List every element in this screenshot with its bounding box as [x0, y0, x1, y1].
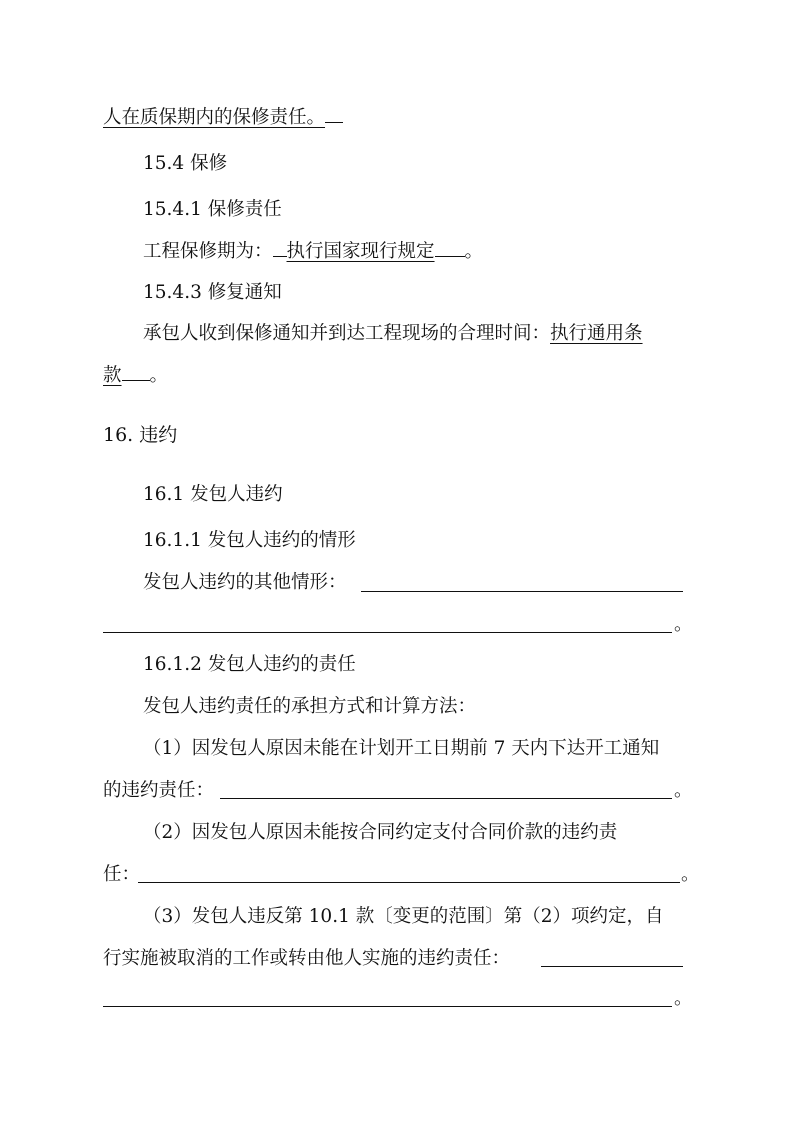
sentence-end: 。 — [149, 365, 169, 386]
clause-3-text: （3）发包人违反第 10.1 款〔变更的范围〕第（2）项约定，自 — [143, 906, 664, 927]
underline-blank — [435, 238, 465, 257]
fill-in-blank — [220, 798, 672, 799]
repair-notice-value-cont: 款 — [103, 365, 122, 386]
clause-3-label: 行实施被取消的工作或转由他人实施的违约责任： — [103, 948, 511, 969]
warranty-responsibility-text: 人在质保期内的保修责任。 — [103, 107, 326, 128]
clause-1-label: 的违约责任： — [103, 780, 215, 801]
underline-blank — [122, 362, 150, 381]
section-15-4-3-heading: 15.4.3 修复通知 — [143, 282, 282, 303]
repair-notice-value: 执行通用条 — [550, 323, 643, 344]
repair-notice-line-cont — [103, 362, 168, 389]
underline-blank — [273, 238, 287, 257]
sentence-end: 。 — [674, 614, 693, 635]
section-16-heading: 16. 违约 — [103, 424, 178, 446]
section-15-4-1-heading: 15.4.1 保修责任 — [143, 199, 282, 220]
repair-notice-label: 承包人收到保修通知并到达工程现场的合理时间： — [143, 323, 551, 344]
other-breach-line — [143, 570, 347, 596]
fill-in-blank — [103, 1006, 672, 1007]
fill-in-blank — [138, 882, 680, 883]
clause-1-text: （1）因发包人原因未能在计划开工日期前 7 天内下达开工通知 — [143, 738, 660, 759]
warranty-period-label: 工程保修期为： — [143, 241, 273, 262]
fill-in-blank — [541, 966, 683, 967]
sentence-end: 。 — [674, 988, 693, 1009]
sentence-end: 。 — [681, 864, 700, 885]
fill-in-blank — [361, 591, 683, 592]
warranty-responsibility-tail — [103, 104, 343, 131]
sentence-end: 。 — [464, 241, 484, 262]
clause-2-label: 任： — [103, 864, 141, 885]
warranty-period-line — [143, 238, 483, 265]
clause-2-text: （2）因发包人原因未能按合同约定支付合同价款的违约责 — [143, 822, 618, 843]
warranty-period-value: 执行国家现行规定 — [286, 241, 435, 262]
section-16-1-1-heading: 16.1.1 发包人违约的情形 — [143, 530, 356, 551]
repair-notice-line — [143, 321, 643, 347]
section-16-1-heading: 16.1 发包人违约 — [143, 484, 283, 505]
section-15-4-heading: 15.4 保修 — [143, 153, 228, 174]
section-16-1-2-heading: 16.1.2 发包人违约的责任 — [143, 654, 356, 675]
breach-liability-method: 发包人违约责任的承担方式和计算方法： — [143, 696, 477, 717]
sentence-end: 。 — [674, 780, 693, 801]
fill-in-blank — [103, 632, 672, 633]
underline-blank — [325, 104, 343, 123]
other-breach-label: 发包人违约的其他情形： — [143, 572, 347, 593]
